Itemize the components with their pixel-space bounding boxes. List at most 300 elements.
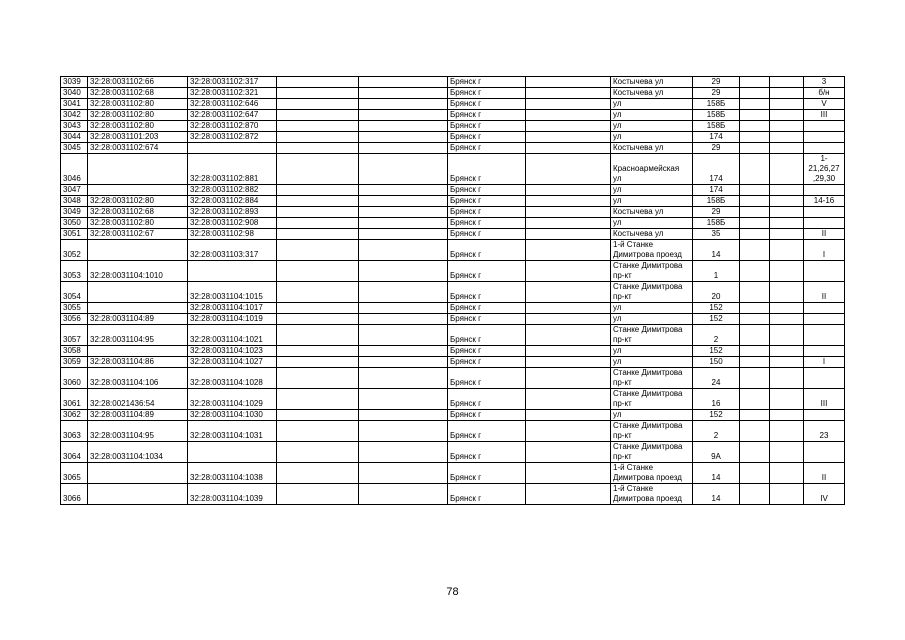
cell-empty <box>359 240 448 261</box>
cell-empty <box>277 110 359 121</box>
cell-empty <box>740 240 770 261</box>
cell-cadastral-number-a <box>88 303 188 314</box>
table-row <box>61 282 845 303</box>
cell-empty <box>526 88 611 99</box>
cell-house-number: 2 <box>693 325 740 346</box>
cell-cadastral-number-b <box>188 143 277 154</box>
cell-empty <box>770 88 804 99</box>
cell-empty <box>770 218 804 229</box>
cell-city: Брянск г <box>448 207 526 218</box>
cell-empty <box>277 218 359 229</box>
cell-record-number: 3050 <box>61 218 88 229</box>
cell-record-number: 3040 <box>61 88 88 99</box>
cell-city: Брянск г <box>448 389 526 410</box>
cell-cadastral-number-a <box>88 240 188 261</box>
cell-empty <box>526 229 611 240</box>
cell-cadastral-number-a: 32:28:0021436:54 <box>88 389 188 410</box>
cell-house-number: 158Б <box>693 121 740 132</box>
cell-street: ул <box>611 314 693 325</box>
cell-empty <box>277 261 359 282</box>
table-row <box>61 261 845 282</box>
table-row <box>61 207 845 218</box>
cell-city: Брянск г <box>448 314 526 325</box>
cell-apartment: I <box>804 357 845 368</box>
table-row <box>61 442 845 463</box>
cell-cadastral-number-a: 32:28:0031102:67 <box>88 229 188 240</box>
cell-cadastral-number-b: 32:28:0031104:1023 <box>188 346 277 357</box>
cell-empty <box>770 196 804 207</box>
cell-apartment: V <box>804 99 845 110</box>
cell-empty <box>740 121 770 132</box>
cell-empty <box>740 357 770 368</box>
cell-apartment <box>804 303 845 314</box>
cell-empty <box>770 207 804 218</box>
cell-empty <box>770 77 804 88</box>
cell-empty <box>277 121 359 132</box>
table-row <box>61 218 845 229</box>
cell-city: Брянск г <box>448 143 526 154</box>
cell-apartment: 14-16 <box>804 196 845 207</box>
cell-empty <box>359 346 448 357</box>
cell-street: ул <box>611 410 693 421</box>
cell-house-number: 16 <box>693 389 740 410</box>
table-row <box>61 185 845 196</box>
cell-empty <box>526 325 611 346</box>
cell-apartment: II <box>804 463 845 484</box>
cell-record-number: 3057 <box>61 325 88 346</box>
cell-empty <box>359 303 448 314</box>
cell-empty <box>770 132 804 143</box>
cell-cadastral-number-b: 32:28:0031102:881 <box>188 154 277 185</box>
cell-record-number: 3055 <box>61 303 88 314</box>
cell-empty <box>526 154 611 185</box>
cell-empty <box>359 110 448 121</box>
cell-empty <box>359 121 448 132</box>
cell-house-number: 1 <box>693 261 740 282</box>
cell-cadastral-number-a: 32:28:0031104:106 <box>88 368 188 389</box>
cell-apartment: 1- 21,26,27 ,29,30 <box>804 154 845 185</box>
cell-empty <box>740 229 770 240</box>
cell-house-number: 158Б <box>693 218 740 229</box>
cell-city: Брянск г <box>448 240 526 261</box>
cell-street: Костычева ул <box>611 207 693 218</box>
cell-cadastral-number-a: 32:28:0031104:95 <box>88 421 188 442</box>
cell-cadastral-number-b: 32:28:0031102:647 <box>188 110 277 121</box>
cell-empty <box>740 410 770 421</box>
cell-empty <box>277 442 359 463</box>
cell-city: Брянск г <box>448 346 526 357</box>
cell-cadastral-number-a: 32:28:0031104:95 <box>88 325 188 346</box>
table-row <box>61 303 845 314</box>
cell-street: Станке Димитрова пр-кт <box>611 261 693 282</box>
table-row <box>61 229 845 240</box>
table-row <box>61 368 845 389</box>
cell-empty <box>526 410 611 421</box>
cell-apartment <box>804 346 845 357</box>
table-row <box>61 421 845 442</box>
cell-apartment <box>804 207 845 218</box>
cell-empty <box>526 132 611 143</box>
cell-street: ул <box>611 121 693 132</box>
cell-house-number: 174 <box>693 132 740 143</box>
cell-empty <box>740 110 770 121</box>
cell-apartment <box>804 143 845 154</box>
cell-street: ул <box>611 99 693 110</box>
cell-empty <box>277 368 359 389</box>
cell-empty <box>277 154 359 185</box>
cell-cadastral-number-a: 32:28:0031102:80 <box>88 196 188 207</box>
cell-city: Брянск г <box>448 218 526 229</box>
cell-empty <box>740 143 770 154</box>
cell-cadastral-number-a: 32:28:0031104:89 <box>88 410 188 421</box>
cell-empty <box>359 368 448 389</box>
cell-house-number: 14 <box>693 463 740 484</box>
cell-city: Брянск г <box>448 77 526 88</box>
cell-empty <box>277 463 359 484</box>
cell-record-number: 3056 <box>61 314 88 325</box>
cell-apartment <box>804 132 845 143</box>
cell-city: Брянск г <box>448 463 526 484</box>
cell-empty <box>277 346 359 357</box>
cell-street: Станке Димитрова пр-кт <box>611 368 693 389</box>
cell-street: ул <box>611 196 693 207</box>
cell-empty <box>740 77 770 88</box>
cell-record-number: 3043 <box>61 121 88 132</box>
cell-street: Костычева ул <box>611 88 693 99</box>
cell-record-number: 3059 <box>61 357 88 368</box>
cell-cadastral-number-a <box>88 154 188 185</box>
cell-record-number: 3058 <box>61 346 88 357</box>
cell-house-number: 14 <box>693 240 740 261</box>
table-body <box>61 77 845 505</box>
cell-empty <box>277 132 359 143</box>
cell-empty <box>770 185 804 196</box>
cell-empty <box>359 143 448 154</box>
cell-empty <box>770 229 804 240</box>
cell-empty <box>740 99 770 110</box>
cell-city: Брянск г <box>448 110 526 121</box>
cell-empty <box>359 314 448 325</box>
cell-empty <box>359 88 448 99</box>
cell-record-number: 3048 <box>61 196 88 207</box>
table-row <box>61 346 845 357</box>
cell-empty <box>770 110 804 121</box>
cell-apartment <box>804 368 845 389</box>
cell-empty <box>526 303 611 314</box>
cell-empty <box>770 303 804 314</box>
cell-cadastral-number-b: 32:28:0031102:893 <box>188 207 277 218</box>
cell-empty <box>526 346 611 357</box>
cell-cadastral-number-a: 32:28:0031102:66 <box>88 77 188 88</box>
cell-city: Брянск г <box>448 303 526 314</box>
cell-empty <box>526 99 611 110</box>
cell-street: ул <box>611 132 693 143</box>
cell-empty <box>770 282 804 303</box>
cell-cadastral-number-a: 32:28:0031102:80 <box>88 218 188 229</box>
cell-empty <box>740 421 770 442</box>
cell-street: ул <box>611 218 693 229</box>
cell-empty <box>277 196 359 207</box>
cell-city: Брянск г <box>448 368 526 389</box>
table-row <box>61 132 845 143</box>
cell-street: Станке Димитрова пр-кт <box>611 442 693 463</box>
cell-empty <box>277 282 359 303</box>
table-row <box>61 484 845 505</box>
cell-empty <box>770 154 804 185</box>
cell-empty <box>359 410 448 421</box>
cell-record-number: 3051 <box>61 229 88 240</box>
cell-empty <box>740 88 770 99</box>
cell-empty <box>359 229 448 240</box>
cell-apartment: IV <box>804 484 845 505</box>
cell-cadastral-number-b: 32:28:0031104:1030 <box>188 410 277 421</box>
cell-record-number: 3045 <box>61 143 88 154</box>
cell-empty <box>770 99 804 110</box>
cell-house-number: 9А <box>693 442 740 463</box>
cell-apartment <box>804 442 845 463</box>
table-row <box>61 314 845 325</box>
cell-record-number: 3065 <box>61 463 88 484</box>
cell-cadastral-number-b: 32:28:0031103:317 <box>188 240 277 261</box>
cell-cadastral-number-a <box>88 484 188 505</box>
cell-empty <box>359 463 448 484</box>
cell-house-number: 35 <box>693 229 740 240</box>
cell-apartment: I <box>804 240 845 261</box>
cell-house-number: 152 <box>693 410 740 421</box>
cell-cadastral-number-b: 32:28:0031102:872 <box>188 132 277 143</box>
cell-street: Костычева ул <box>611 229 693 240</box>
cell-cadastral-number-b: 32:28:0031102:908 <box>188 218 277 229</box>
cell-cadastral-number-b: 32:28:0031104:1028 <box>188 368 277 389</box>
cell-empty <box>770 357 804 368</box>
cell-empty <box>740 185 770 196</box>
cell-cadastral-number-a: 32:28:0031102:674 <box>88 143 188 154</box>
cell-empty <box>526 196 611 207</box>
table-row <box>61 463 845 484</box>
cell-empty <box>277 143 359 154</box>
cell-house-number: 152 <box>693 314 740 325</box>
cell-empty <box>740 346 770 357</box>
cell-cadastral-number-a: 32:28:0031104:86 <box>88 357 188 368</box>
cell-city: Брянск г <box>448 442 526 463</box>
cell-empty <box>740 325 770 346</box>
cell-city: Брянск г <box>448 357 526 368</box>
cell-house-number: 174 <box>693 154 740 185</box>
cell-city: Брянск г <box>448 154 526 185</box>
cell-cadastral-number-b: 32:28:0031104:1038 <box>188 463 277 484</box>
cell-empty <box>526 282 611 303</box>
cell-cadastral-number-a <box>88 282 188 303</box>
cell-house-number: 14 <box>693 484 740 505</box>
cell-empty <box>526 463 611 484</box>
cell-empty <box>359 154 448 185</box>
cell-empty <box>359 389 448 410</box>
cell-empty <box>359 132 448 143</box>
cell-street: Станке Димитрова пр-кт <box>611 389 693 410</box>
cell-cadastral-number-a: 32:28:0031104:1034 <box>88 442 188 463</box>
cell-cadastral-number-a: 32:28:0031102:68 <box>88 207 188 218</box>
table-row <box>61 196 845 207</box>
cell-cadastral-number-a: 32:28:0031102:80 <box>88 110 188 121</box>
table-row <box>61 77 845 88</box>
cell-empty <box>359 442 448 463</box>
cell-cadastral-number-a <box>88 463 188 484</box>
cell-cadastral-number-b: 32:28:0031104:1027 <box>188 357 277 368</box>
cell-cadastral-number-b: 32:28:0031104:1017 <box>188 303 277 314</box>
table-row <box>61 325 845 346</box>
cell-street: Станке Димитрова пр-кт <box>611 325 693 346</box>
cell-house-number: 2 <box>693 421 740 442</box>
cell-house-number: 152 <box>693 303 740 314</box>
cell-empty <box>277 99 359 110</box>
cell-city: Брянск г <box>448 121 526 132</box>
cell-empty <box>740 389 770 410</box>
cell-empty <box>740 442 770 463</box>
cell-cadastral-number-a: 32:28:0031102:68 <box>88 88 188 99</box>
cell-street: Костычева ул <box>611 77 693 88</box>
cell-cadastral-number-b: 32:28:0031102:882 <box>188 185 277 196</box>
cell-house-number: 158Б <box>693 99 740 110</box>
cell-apartment <box>804 410 845 421</box>
table-row <box>61 110 845 121</box>
cell-empty <box>277 421 359 442</box>
table-row <box>61 121 845 132</box>
cell-record-number: 3063 <box>61 421 88 442</box>
cell-empty <box>277 240 359 261</box>
cell-cadastral-number-a: 32:28:0031102:80 <box>88 121 188 132</box>
cell-empty <box>526 240 611 261</box>
cell-empty <box>740 207 770 218</box>
cell-apartment <box>804 218 845 229</box>
cell-house-number: 152 <box>693 346 740 357</box>
cell-street: ул <box>611 185 693 196</box>
cell-apartment: III <box>804 110 845 121</box>
cell-street: Станке Димитрова пр-кт <box>611 421 693 442</box>
cell-empty <box>740 303 770 314</box>
cell-city: Брянск г <box>448 484 526 505</box>
table-row <box>61 410 845 421</box>
cell-cadastral-number-b: 32:28:0031104:1015 <box>188 282 277 303</box>
cell-empty <box>526 389 611 410</box>
cell-cadastral-number-a: 32:28:0031101:203 <box>88 132 188 143</box>
cell-empty <box>740 261 770 282</box>
cell-empty <box>770 389 804 410</box>
cell-empty <box>277 410 359 421</box>
cell-empty <box>359 357 448 368</box>
cell-apartment: 3 <box>804 77 845 88</box>
cell-cadastral-number-b <box>188 261 277 282</box>
cell-empty <box>770 121 804 132</box>
cell-street: ул <box>611 303 693 314</box>
cell-empty <box>740 463 770 484</box>
page-number: 78 <box>446 586 459 598</box>
cell-record-number: 3064 <box>61 442 88 463</box>
cell-empty <box>277 484 359 505</box>
cell-empty <box>526 314 611 325</box>
cell-empty <box>359 99 448 110</box>
cell-apartment <box>804 325 845 346</box>
cell-empty <box>277 185 359 196</box>
cell-record-number: 3046 <box>61 154 88 185</box>
cell-empty <box>770 368 804 389</box>
cell-street: Станке Димитрова пр-кт <box>611 282 693 303</box>
cell-cadastral-number-b: 32:28:0031104:1031 <box>188 421 277 442</box>
cell-city: Брянск г <box>448 196 526 207</box>
cell-house-number: 29 <box>693 88 740 99</box>
cell-city: Брянск г <box>448 261 526 282</box>
cell-empty <box>770 325 804 346</box>
cell-city: Брянск г <box>448 229 526 240</box>
cell-cadastral-number-b: 32:28:0031102:317 <box>188 77 277 88</box>
cell-empty <box>770 484 804 505</box>
cell-empty <box>359 218 448 229</box>
cell-empty <box>277 303 359 314</box>
cell-empty <box>359 77 448 88</box>
cell-empty <box>770 240 804 261</box>
cell-empty <box>277 314 359 325</box>
cell-record-number: 3066 <box>61 484 88 505</box>
cell-street: 1-й Станке Димитрова проезд <box>611 484 693 505</box>
cell-empty <box>740 196 770 207</box>
cell-city: Брянск г <box>448 132 526 143</box>
cell-house-number: 174 <box>693 185 740 196</box>
cell-empty <box>359 484 448 505</box>
cell-empty <box>740 484 770 505</box>
cell-record-number: 3061 <box>61 389 88 410</box>
cell-empty <box>526 121 611 132</box>
cell-cadastral-number-b: 32:28:0031102:321 <box>188 88 277 99</box>
cell-cadastral-number-b: 32:28:0031104:1029 <box>188 389 277 410</box>
cell-empty <box>526 77 611 88</box>
cell-empty <box>526 442 611 463</box>
cell-empty <box>526 218 611 229</box>
table-row <box>61 154 845 185</box>
cell-cadastral-number-a: 32:28:0031104:1010 <box>88 261 188 282</box>
cell-empty <box>770 463 804 484</box>
table-row <box>61 99 845 110</box>
cell-empty <box>359 207 448 218</box>
cell-empty <box>526 368 611 389</box>
cell-city: Брянск г <box>448 88 526 99</box>
cell-empty <box>526 484 611 505</box>
cell-cadastral-number-b: 32:28:0031104:1021 <box>188 325 277 346</box>
cell-record-number: 3060 <box>61 368 88 389</box>
cell-empty <box>526 185 611 196</box>
cell-empty <box>526 421 611 442</box>
cell-city: Брянск г <box>448 185 526 196</box>
cell-empty <box>359 261 448 282</box>
cell-record-number: 3054 <box>61 282 88 303</box>
cell-empty <box>277 325 359 346</box>
cell-cadastral-number-b: 32:28:0031102:646 <box>188 99 277 110</box>
cell-street: Красноармейская ул <box>611 154 693 185</box>
table-row <box>61 389 845 410</box>
cell-record-number: 3041 <box>61 99 88 110</box>
cell-apartment: 23 <box>804 421 845 442</box>
cell-apartment <box>804 314 845 325</box>
cell-apartment <box>804 121 845 132</box>
cell-empty <box>770 442 804 463</box>
cell-street: ул <box>611 110 693 121</box>
cell-empty <box>740 314 770 325</box>
cell-cadastral-number-b: 32:28:0031102:98 <box>188 229 277 240</box>
cell-record-number: 3052 <box>61 240 88 261</box>
cell-empty <box>740 218 770 229</box>
cell-cadastral-number-b: 32:28:0031104:1019 <box>188 314 277 325</box>
cell-cadastral-number-b <box>188 442 277 463</box>
cell-apartment: III <box>804 389 845 410</box>
cell-cadastral-number-b: 32:28:0031102:870 <box>188 121 277 132</box>
